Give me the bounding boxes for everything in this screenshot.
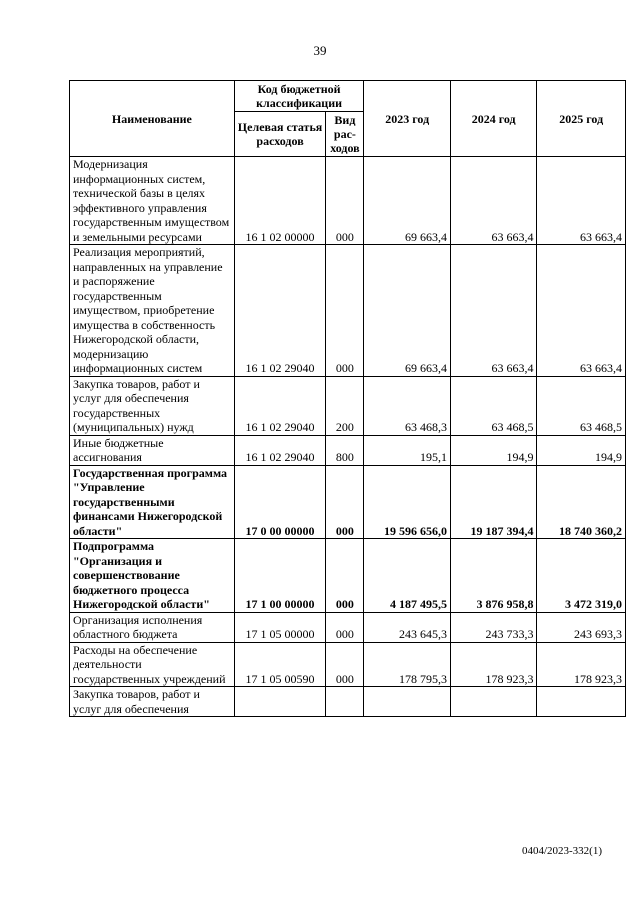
header-2023: 2023 год xyxy=(364,81,450,157)
row-value-2023: 178 795,3 xyxy=(364,642,450,687)
document-code: 0404/2023-332(1) xyxy=(521,845,602,857)
row-value-2025: 243 693,3 xyxy=(537,612,626,642)
row-expense-type: 800 xyxy=(326,435,364,465)
row-name: Модернизация информационных систем, технической базы в целях эффективного управления государственным имуществом и земельными ресурсами xyxy=(70,157,235,245)
row-expense-type: 200 xyxy=(326,376,364,435)
row-value-2025: 178 923,3 xyxy=(537,642,626,687)
row-value-2023: 195,1 xyxy=(364,435,450,465)
row-value-2024: 3 876 958,8 xyxy=(450,539,536,613)
row-expense-type: 000 xyxy=(326,612,364,642)
row-expense-type: 000 xyxy=(326,465,364,539)
row-name: Закупка товаров, работ и услуг для обеспечения государственных (муниципальных) нужд xyxy=(70,376,235,435)
row-name: Подпрограмма "Организация и совершенствование бюджетного процесса Нижегородской области" xyxy=(70,539,235,613)
row-value-2023: 69 663,4 xyxy=(364,245,450,377)
row-value-2023 xyxy=(364,687,450,717)
table-body xyxy=(70,157,626,717)
table-row xyxy=(70,157,626,245)
row-value-2024: 63 468,5 xyxy=(450,376,536,435)
row-name: Иные бюджетные ассигнования xyxy=(70,435,235,465)
row-target-code: 17 1 05 00000 xyxy=(234,612,326,642)
row-target-code: 16 1 02 29040 xyxy=(234,435,326,465)
table-row xyxy=(70,435,626,465)
table-row xyxy=(70,539,626,613)
row-target-code: 17 0 00 00000 xyxy=(234,465,326,539)
row-target-code: 16 1 02 00000 xyxy=(234,157,326,245)
header-name: Наименование xyxy=(70,81,235,157)
table-row xyxy=(70,642,626,687)
row-expense-type xyxy=(326,687,364,717)
row-expense-type: 000 xyxy=(326,157,364,245)
budget-table xyxy=(69,80,626,717)
row-name: Организация исполнения областного бюджета xyxy=(70,612,235,642)
row-value-2025: 3 472 319,0 xyxy=(537,539,626,613)
row-expense-type: 000 xyxy=(326,245,364,377)
row-name: Реализация мероприятий, направленных на управление и распоряжение государственным имуществом, приобретение имущества в собственность Нижегородской области, модернизацию информационных систем xyxy=(70,245,235,377)
row-value-2025 xyxy=(537,687,626,717)
row-value-2024: 63 663,4 xyxy=(450,245,536,377)
row-name: Государственная программа "Управление государственными финансами Нижегородской области" xyxy=(70,465,235,539)
row-expense-type: 000 xyxy=(326,642,364,687)
row-value-2023: 4 187 495,5 xyxy=(364,539,450,613)
header-kbk: Код бюджетной классификации xyxy=(234,81,364,112)
row-value-2024: 19 187 394,4 xyxy=(450,465,536,539)
row-target-code: 17 1 00 00000 xyxy=(234,539,326,613)
row-target-code: 17 1 05 00590 xyxy=(234,642,326,687)
row-expense-type: 000 xyxy=(326,539,364,613)
row-name: Расходы на обеспечение деятельности государственных учреждений xyxy=(70,642,235,687)
row-value-2025: 18 740 360,2 xyxy=(537,465,626,539)
row-value-2025: 63 663,4 xyxy=(537,157,626,245)
header-2024: 2024 год xyxy=(450,81,536,157)
row-target-code: 16 1 02 29040 xyxy=(234,245,326,377)
table-header xyxy=(70,81,626,157)
page-number: 39 xyxy=(313,43,327,58)
table-row xyxy=(70,376,626,435)
header-2025: 2025 год xyxy=(537,81,626,157)
row-value-2024: 178 923,3 xyxy=(450,642,536,687)
row-value-2025: 194,9 xyxy=(537,435,626,465)
header-expense-type: Вид рас-ходов xyxy=(326,112,364,157)
table-row xyxy=(70,687,626,717)
table-row xyxy=(70,245,626,377)
row-value-2024: 194,9 xyxy=(450,435,536,465)
table-row xyxy=(70,465,626,539)
row-value-2024: 243 733,3 xyxy=(450,612,536,642)
header-target-article: Целевая статья расходов xyxy=(234,112,326,157)
row-value-2024 xyxy=(450,687,536,717)
row-value-2025: 63 663,4 xyxy=(537,245,626,377)
row-target-code xyxy=(234,687,326,717)
row-value-2024: 63 663,4 xyxy=(450,157,536,245)
row-value-2025: 63 468,5 xyxy=(537,376,626,435)
row-target-code: 16 1 02 29040 xyxy=(234,376,326,435)
table-row xyxy=(70,612,626,642)
row-value-2023: 243 645,3 xyxy=(364,612,450,642)
row-value-2023: 69 663,4 xyxy=(364,157,450,245)
row-value-2023: 19 596 656,0 xyxy=(364,465,450,539)
row-name: Закупка товаров, работ и услуг для обеспечения xyxy=(70,687,235,717)
row-value-2023: 63 468,3 xyxy=(364,376,450,435)
